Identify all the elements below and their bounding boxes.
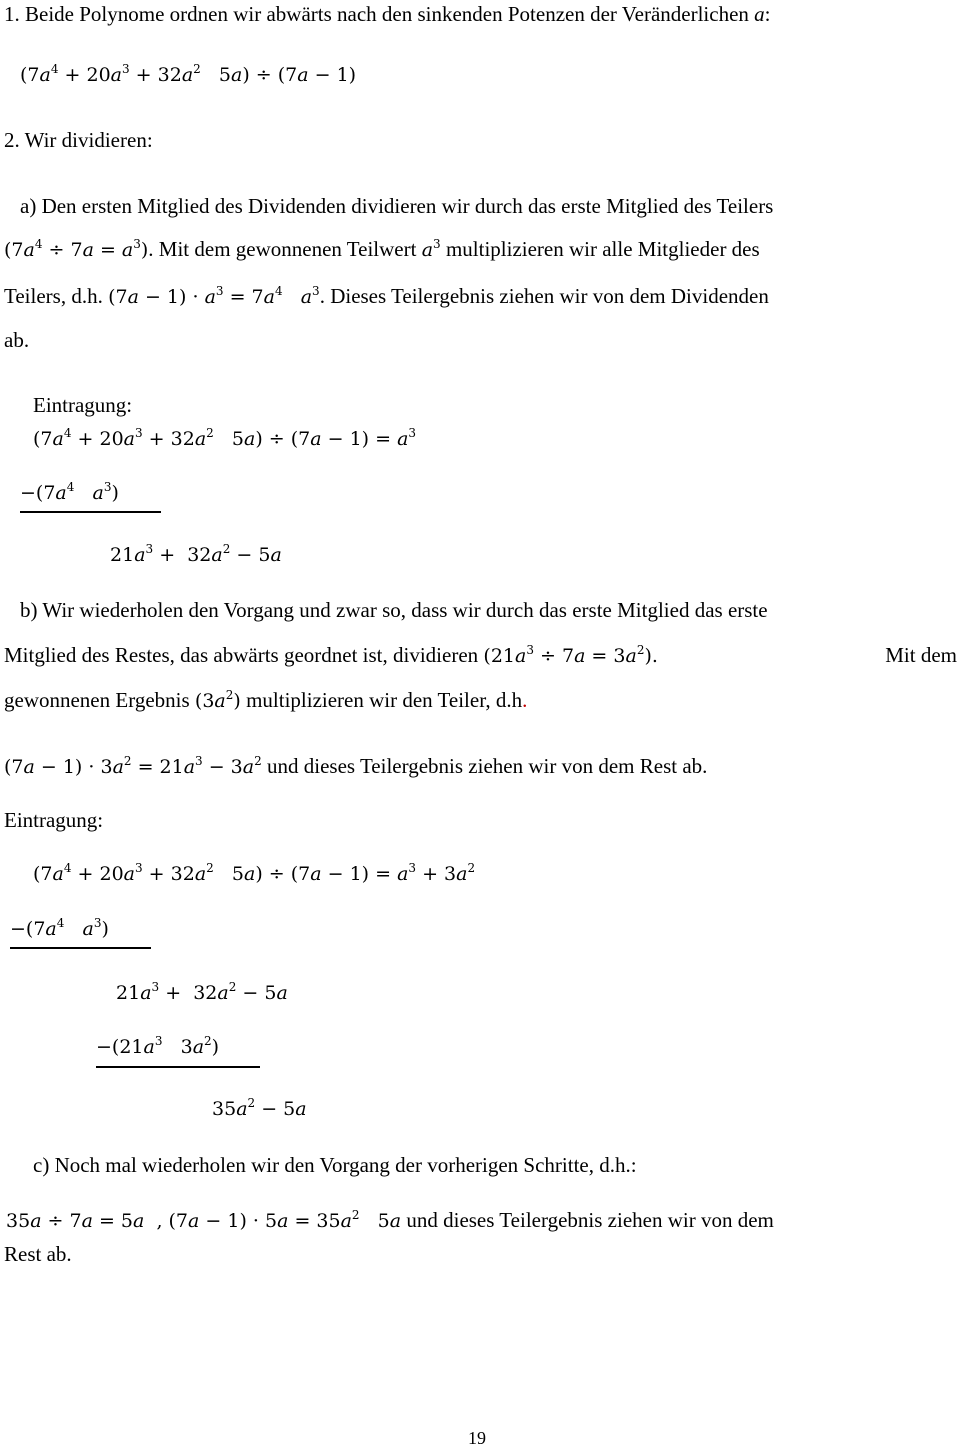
division-problem: ($7a^4 + 20a^3 + 32a^2$ 5a) ÷ (7a − 1)	[20, 62, 357, 86]
page-number: 19	[468, 1428, 486, 1448]
part-b-eintragung-label: Eintragung:	[4, 808, 104, 832]
red-dot: .	[522, 688, 528, 712]
part-b-underline-1	[10, 947, 151, 949]
part-a-line-1: a) Den ersten Mitglied des Dividenden dividieren wir durch das erste Mitglied des Teilers	[20, 194, 774, 218]
part-b-subtrahend-2: $-(21a^3$ $3a^2$)	[96, 1034, 220, 1058]
part-a-line-2: $(7a^4 \div 7a = a^3)$. Mit dem gewonnenen Teilwert $a^3$ multiplizieren wir alle Mitglieder des	[4, 237, 760, 261]
part-a-division-row: ($7a^4 + 20a^3 + 32a^2$ $5a) \div (7a - 1) = a^3$	[33, 426, 417, 450]
part-a-remainder: $21a^3 + 32a^2 - 5a$	[110, 542, 282, 566]
step1-heading: 1. Beide Polynome ordnen wir abwärts nach den sinkenden Potenzen der Veränderlichen a:	[4, 2, 771, 26]
part-a-underline	[20, 511, 161, 513]
part-a-line-4: ab.	[4, 328, 30, 352]
part-a-line-3: Teilers, d.h. $(7a - 1) \cdot a^3 = 7a^4$ $a^3$. Dieses Teilergebnis ziehen wir von dem Dividenden	[4, 284, 769, 308]
part-b-line-3: gewonnenen Ergebnis $(3a^2)$ multiplizieren wir den Teiler, d.h.	[4, 688, 528, 712]
step2-heading: 2. Wir dividieren:	[4, 128, 153, 152]
part-b-line-1: b) Wir wiederholen den Vorgang und zwar so, dass wir durch das erste Mitglied das erste	[20, 598, 768, 622]
part-b-division-row: ($7a^4 + 20a^3 + 32a^2$ $5a) \div (7a - 1) = a^3 + 3a^2$	[33, 861, 476, 885]
part-b-line-4: $(7a - 1) \cdot 3a^2 = 21a^3 - 3a^2$ und dieses Teilergebnis ziehen wir von dem Rest ab.	[4, 754, 708, 778]
part-b-remainder-2: $35a^2 - 5a$	[212, 1096, 307, 1120]
part-a-subtrahend: $-(7a^4$ $a^3$)	[20, 480, 119, 504]
part-b-line-2: Mitglied des Restes, das abwärts geordnet ist, dividieren $(21a^3 \div 7a = 3a^2)$. Mit dem	[4, 643, 957, 667]
part-b-underline-2	[96, 1066, 260, 1068]
part-a-eintragung-label: Eintragung:	[33, 393, 133, 417]
part-b-subtrahend-1: $-(7a^4$ $a^3$)	[10, 916, 109, 940]
part-b-remainder-1: $21a^3 + 32a^2 - 5a$	[116, 980, 288, 1004]
part-c-line-1: c) Noch mal wiederholen wir den Vorgang der vorherigen Schritte, d.h.:	[33, 1153, 637, 1177]
part-c-line-3: Rest ab.	[4, 1242, 72, 1266]
part-c-line-2: 35a ÷ 7a = 5a , $(7a - 1) \cdot 5a = 35a^2$ 5a und dieses Teilergebnis ziehen wir von dem	[6, 1208, 774, 1232]
